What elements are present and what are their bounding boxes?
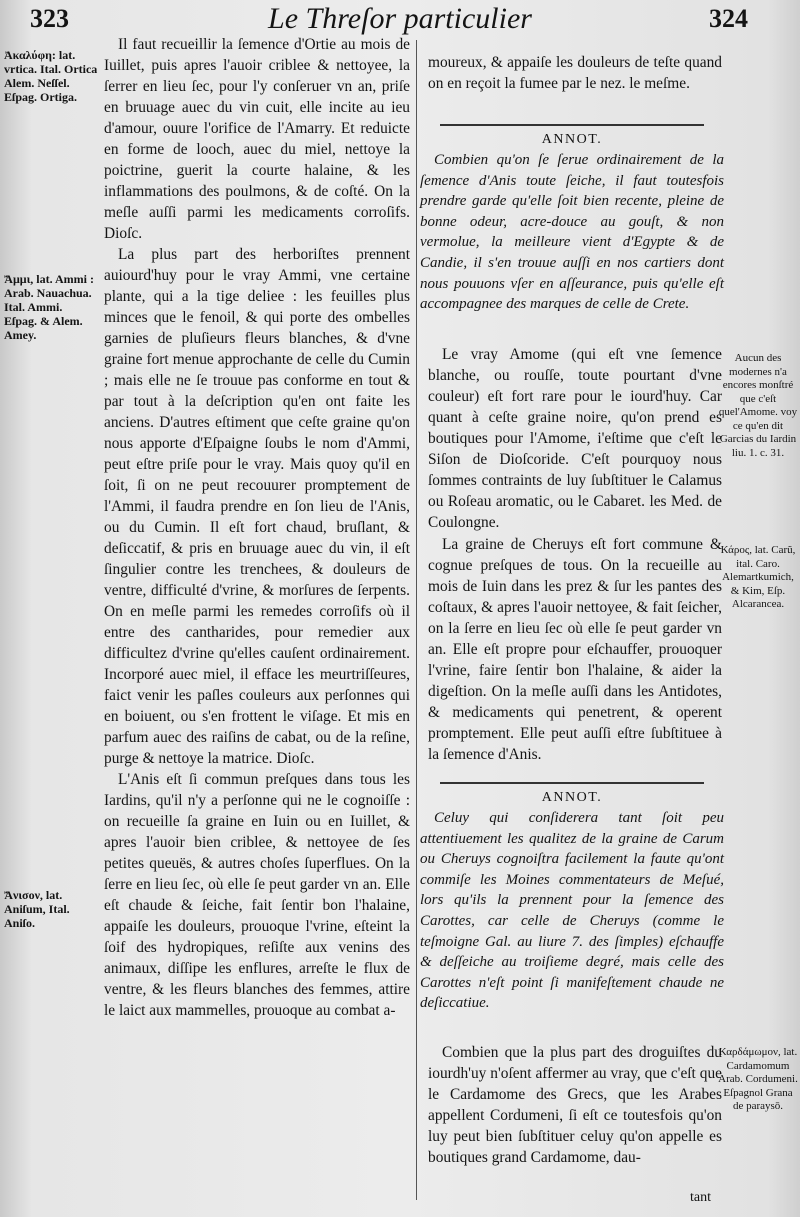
right-column-top: [428, 52, 722, 94]
paragraph-anis: L'Anis eſt ſi commun preſques dans tous les Iardins, qu'il n'y a perſonne qui ne le cognoiſſe : on recueille ſa graine en Iuin ou en Iuillet, & apres l'auoir bien criblee, & nettoyee de ſes petites queuës, & autres choſes ſuperflues. On la ſerre en lieu ſec, où elle ſe peut garder vn an. Elle eſt chaude & ſeiche, fait ſentir bon l'halaine, appaiſe les douleurs, prouoque l'vrine, eſteint la ſoif des hydropiques, reſiſte aux venins des animaux, diſſipe les enflures, arreſte le flux de ventre, & les fleurs blanches des femmes, attire le laict aux mammelles, prouoque au combat a-: [104, 771, 410, 1019]
right-column-cardamome: [428, 1042, 722, 1168]
right-column-amome: [428, 344, 722, 533]
running-title: Le Threſor particulier: [268, 2, 532, 35]
margin-note-ammi: Ἄμμι, lat. Ammi : Arab. Nauachua. Ital. Ammi. Eſpag. & Alem. Amey.: [4, 272, 94, 342]
paragraph-cheruys: La graine de Cheruys eſt fort commune & cognue preſques de tous. On la recueille au mois de Iuin dans les prez & ſur les pantes des coſtaux, & apres l'auoir nettoyee, & fait ſeicher, on la ſerre en lieu ſec où elle ſe peut garder vn an. Elle eſt propre pour eſchauffer, prouoquer l'vrine, faire ſentir bon l'halaine, & aider la digeſtion. On la meſle auſſi dans les Antidotes, & medicaments qui penetrent, & operent promptement. Elle peut auſſi eſtre ſubſtituee à la ſemence d'Anis.: [428, 536, 722, 763]
annotation-rule: [440, 124, 704, 126]
column-divider: [416, 40, 417, 1200]
right-column-cheruys: [428, 534, 722, 765]
annotation-text: Celuy qui conſiderera tant ſoit peu attentiuement les qualitez de la graine de Carum ou Cheruys cognoiſtra facilement la faute qu'ont commiſe les Moines commentateurs de Meſué, lors qu'ils la prennent pour la ſemence des Carottes, car celle de Cheruys (comme le teſmoigne Gal. au liure 7. des ſimples) eſchauffe & deſſeiche au troiſieme degré, mais celle des Carottes n'eſt point ſi manifeſtement chaude ne deſiccatiue.: [420, 810, 724, 1012]
right-page-number: 324: [709, 4, 748, 33]
annotation-rule: [440, 782, 704, 784]
annotation-title: ANNOT.: [541, 132, 603, 147]
left-column: [104, 34, 410, 1021]
annotation-cheruys: [420, 782, 724, 1014]
paragraph-continuation: moureux, & appaiſe les douleurs de teſte quand on en reçoit la fumee par le nez. le meſme.: [428, 54, 722, 92]
annotation-text: Combien qu'on ſe ſerue ordinairement de la ſemence d'Anis toute ſeiche, il faut toutesfois prendre garde qu'elle ſoit bien recente, pleine de bonne odeur, acre-douce au gouſt, & non vermolue, la meilleure vient d'Egypte & de Candie, il s'en trouue auſſi en nos cartiers dont nous pouuons vſer en aſſeurance, puis qu'elle eſt accompagnee des marques de celle de Crete.: [420, 152, 724, 313]
paragraph-amome: Le vray Amome (qui eſt vne ſemence blanche, ou rouſſe, toute pourtant d'vne couleur) eſt fort rare pour le iourd'huy. Car quant à ceſte graine noire, qu'on prend es boutiques pour l'Amome, i'eſtime que c'eſt le Siſon de Dioſcoride. C'eſt pourquoy nous ſommes contraints de luy ſubſtituer le Calamus ou Roſeau aromatic, ou le Cabaret. les Med. de Coulongne.: [428, 346, 722, 531]
annotation-anis: [420, 124, 724, 315]
catchword: tant: [690, 1190, 711, 1205]
paragraph-ortie: Il faut recueillir la ſemence d'Ortie au mois de Iuillet, puis apres l'auoir criblee & nettoyee, la ſerrer en lieu ſec, pour l'y conſeruer vn an, priſe en bruuage auec du vin cuit, elle incite au ieu d'amour, ouure l'orifice de l'Amarry. Et reduicte en forme de looch, auec du miel, nettoye la poictrine, guerit la courte halaine, & les inflammations des poulmons, & de coſté. On la meſle auſſi parmi les medicaments corroſifs. Dioſc.: [104, 36, 410, 242]
margin-note-amome: Aucun des modernes n'a encores monſtré que c'eſt quel'Amome. voy ce qu'en dit Garcias du Iardin liu. 1. c. 31.: [718, 352, 798, 459]
left-page-number: 323: [30, 4, 69, 33]
margin-note-anis: Ἄνισον, lat. Aniſum, Ital. Aniſo.: [4, 888, 70, 930]
margin-note-cardamome: Καρδάμωμον, lat. Cardamomum Arab. Cordumeni. Eſpagnol Grana de paraysō.: [718, 1046, 798, 1112]
margin-note-ortie: Ἀκαλύφη: lat. vrtica. Ital. Ortica Alem. Neſſel. Eſpag. Ortiga.: [4, 48, 98, 104]
annotation-title: ANNOT.: [541, 790, 603, 805]
margin-note-carum: Κάρος, lat. Carũ, ital. Caro. Alemartkumich, & Kim, Eſp. Alcarancea.: [720, 544, 796, 610]
paragraph-ammi: La plus part des herboriſtes prennent auiourd'huy pour le vray Ammi, vne certaine plante, qui a la tige deliee : les feuilles plus minces que le fenoil, & qui porte des ombelles garnies de pluſieurs fleurs blanches, & d'vne graine fort menue approchante de celle du Cumin ; mais elle ne ſe trouue pas conforme en tout & par tout à la deſcription qu'en ont faite les anciens. D'autres eſtiment que ceſte graine qu'on nous apporte d'Eſpaigne ſoubs le nom d'Ammi, peut eſtre priſe pour le vray. Mais quoy qu'il en ſoit, ſi on ne peut recouurer promptement de l'Ammi, il faudra prendre en ſon lieu de l'Anis, ou du Cumin. Il eſt fort chaud, bruſlant, & deſiccatif, & pris en bruuage auec du vin, il eſt ſingulier contre les trenchees, & douleurs de ventre, difficulté d'vrine, & morſures de ſerpents. On en meſle parmi les remedes corroſifs où il entre des cantharides, pour remedier aux difficultez d'vrine qu'elles cauſent ordinairement. Incorporé auec miel, il efface les meurtriſſeures, faict venir les paſles couleurs aux perſonnes qui en boiuent, ou s'en frottent le viſage. Et mis en parfum auec des raiſins de cabat, ou de la reſine, purge & nettoye la matrice. Dioſc.: [104, 246, 410, 767]
paragraph-cardamome: Combien que la plus part des droguiſtes du iourdh'uy n'oſent affermer au vray, que c'eſt que le Cardamome des Grecs, que les Arabes appellent Cordumeni, ſi eſt ce toutesfois qu'on luy peut bien ſubſtituer celuy qu'on appelle es boutiques grand Cardamome, dau-: [428, 1044, 722, 1166]
